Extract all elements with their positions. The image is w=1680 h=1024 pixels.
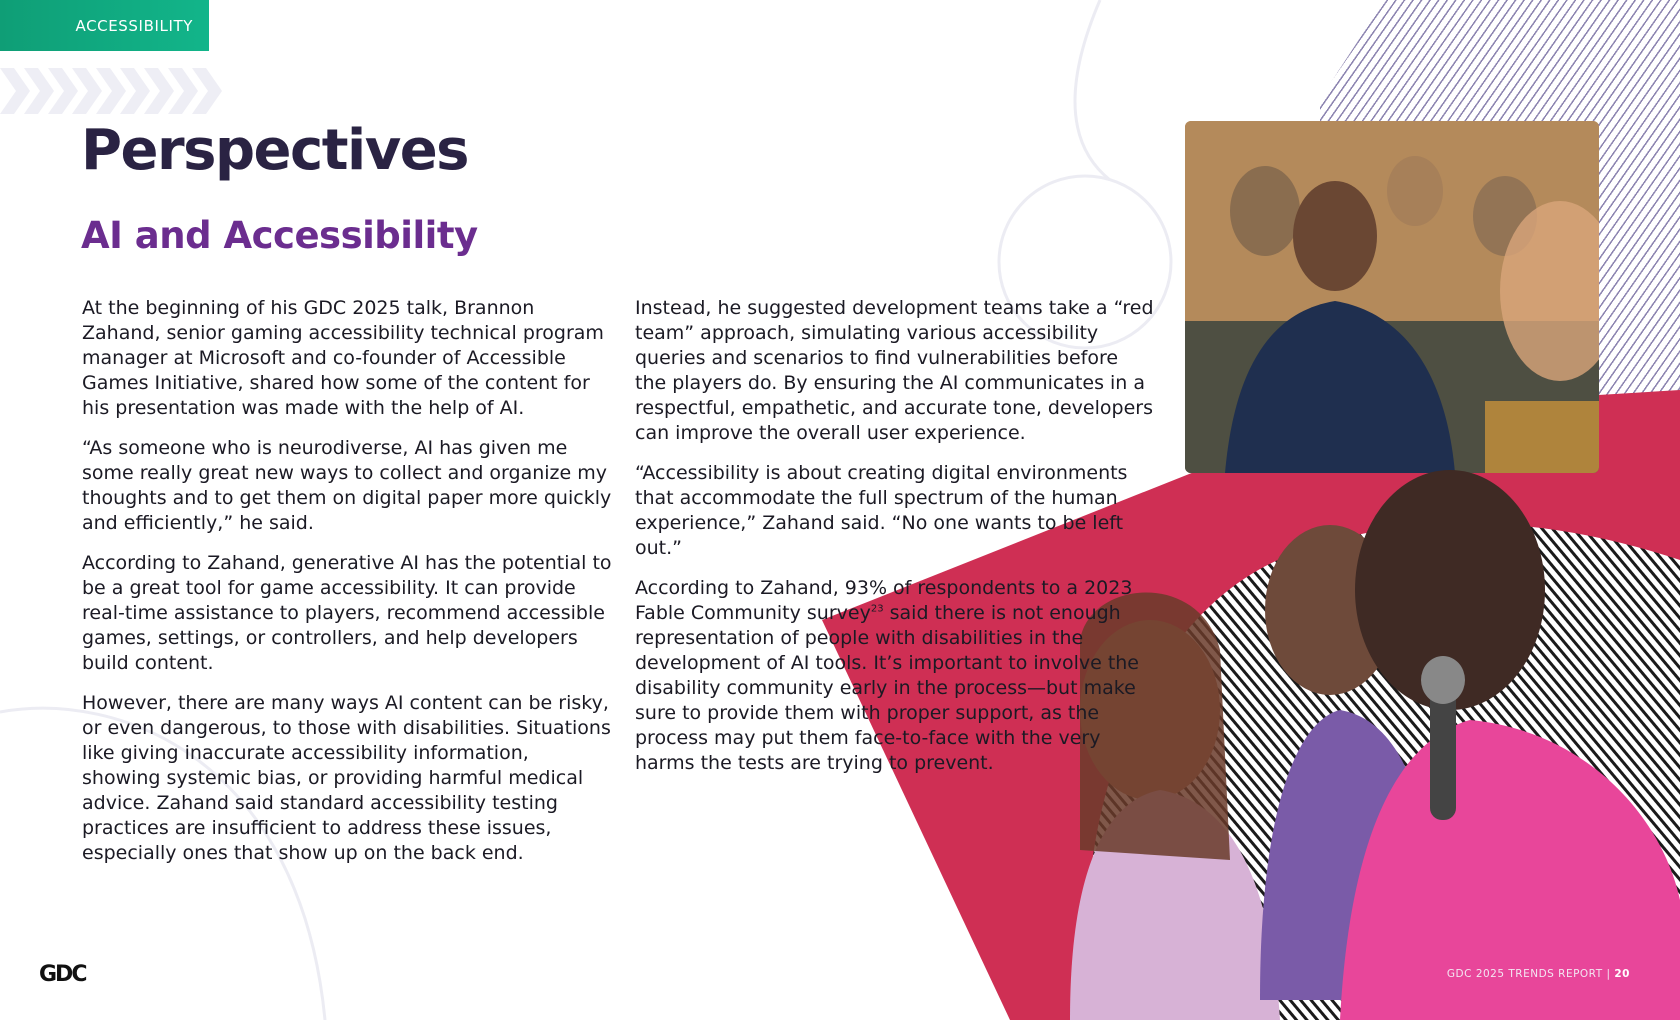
page-title: Perspectives [81,118,469,183]
section-tag-label: ACCESSIBILITY [75,16,193,35]
page-footer [1447,968,1630,980]
page-subtitle: AI and Accessibility [81,214,478,257]
paragraph: However, there are many ways AI content can be risky, or even dangerous, to those with disabilities. Situations like giving inaccurate accessibility information, showing systemic bias, or providing harmful medical advice. Zahand said standard accessibility testing practices are insufficient to address these issues, especially ones that show up on the back end. [82,692,611,864]
footnote-marker[interactable]: 23 [870,603,884,615]
report-name: GDC 2025 TRENDS REPORT [1446,968,1603,980]
paragraph-text: According to Zahand, 93% of respondents to a 2023 Fable Community survey [635,577,1133,624]
text-column-right [635,296,1155,791]
paragraph: At the beginning of his GDC 2025 talk, Brannon Zahand, senior gaming accessibility technical program manager at Microsoft and co-founder of Accessible Games Initiative, shared how some of the content for his presentation was made with the help of AI. [82,297,604,419]
gdc-logo-text: GDC [39,962,86,984]
paragraph: Instead, he suggested development teams take a “red team” approach, simulating various accessibility queries and scenarios to find vulnerabilities before the players do. By ensuring the AI communicates in a respectful, empathetic, and accurate tone, developers can improve the overall user experience. [635,297,1154,444]
paragraph: “Accessibility is about creating digital environments that accommodate the full spectrum of the human experience,” Zahand said. “No one wants to be left out.” [635,462,1128,559]
gdc-logo [39,962,97,988]
paragraph: According to Zahand, generative AI has the potential to be a great tool for game accessibility. It can provide real-time assistance to players, recommend accessible games, settings, or controllers, and help developers build content. [82,552,612,674]
text-column-left [82,296,612,881]
paragraph-text: said there is not enough representation of people with disabilities in the development of AI tools. It’s important to involve the disability community early in the process—but make sure to provide them with proper support, as the process may put them face-to-face with the very harms the tests are trying to prevent. [635,602,1140,774]
footer-separator: | [1606,968,1611,980]
paragraph [635,576,1155,776]
gdc-logo-mark [39,962,97,984]
page-number: 20 [1614,968,1630,980]
paragraph: “As someone who is neurodiverse, AI has given me some really great new ways to collect and organize my thoughts and to get them on digital paper more quickly and efficiently,” he said. [82,437,612,534]
